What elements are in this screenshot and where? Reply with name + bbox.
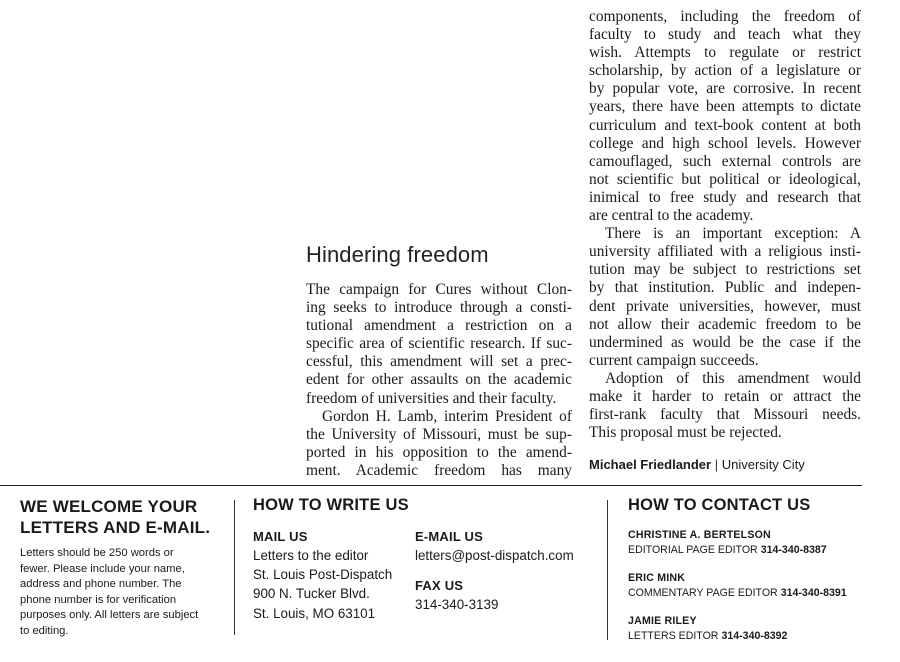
letter-line: inimical to free study and research that <box>589 188 861 206</box>
letter-line: by popular vote, are corrosive. In recent <box>589 80 861 98</box>
write-us-heading: HOW TO WRITE US <box>253 496 409 514</box>
contact-role: LETTERS EDITOR <box>628 630 719 642</box>
contact-person <box>628 571 878 601</box>
guideline-line: Letters should be 250 words or <box>20 547 174 559</box>
letter-line: scholarship, by action of a legislature or <box>589 62 861 80</box>
letter-line: The campaign for Cures without Clon- <box>306 281 572 298</box>
letter-body-part-1 <box>306 281 572 480</box>
contact-phone: 314-340-8392 <box>721 630 788 642</box>
mailing-address <box>253 546 413 623</box>
letter-line: ported in his opposition to the amend- <box>306 443 572 461</box>
column-divider-2 <box>607 500 608 640</box>
contact-name: ERIC MINK <box>628 572 686 584</box>
letter-line: specific area of scientific research. If suc- <box>306 335 572 353</box>
welcome-guidelines <box>20 546 220 640</box>
letter-body-part-2 <box>589 8 861 442</box>
contact-phone: 314-340-8391 <box>780 587 847 599</box>
letter-column-1 <box>306 242 572 480</box>
letter-line: Gordon H. Lamb, interim President of <box>322 407 572 425</box>
contact-phone: 314-340-8387 <box>760 544 827 556</box>
author-name: Michael Friedlander <box>589 457 712 472</box>
letter-line: dent private universities, however, must <box>589 297 861 315</box>
letter-line: by that institution. Public and indepen- <box>589 279 861 297</box>
mail-us-section <box>253 529 413 623</box>
fax-us-section <box>415 578 600 614</box>
letter-line: cessful, this amendment will set a prec- <box>306 353 572 371</box>
welcome-heading <box>20 496 220 538</box>
letter-line: There is an important exception: A <box>605 225 861 243</box>
email-us-label: E-MAIL US <box>415 529 484 544</box>
welcome-heading-line-1: WE WELCOME YOUR <box>20 497 198 516</box>
letter-headline: Hindering freedom <box>306 242 489 267</box>
address-line: St. Louis Post-Dispatch <box>253 567 393 583</box>
contact-us-heading: HOW TO CONTACT US <box>628 496 811 514</box>
letter-line: university affiliated with a religious insti- <box>589 243 861 261</box>
letter-line: years, there have been attempts to dictate <box>589 98 861 116</box>
letter-line: tutional amendment a restriction on a <box>306 317 572 335</box>
letter-line: This proposal must be rejected. <box>589 424 782 442</box>
letter-line: components, including the freedom of <box>589 8 861 25</box>
section-divider <box>0 485 862 486</box>
contact-role: EDITORIAL PAGE EDITOR <box>628 544 758 556</box>
letter-line: the University of Missouri, must be sup- <box>306 425 572 443</box>
contact-person <box>628 528 878 558</box>
guideline-line: to editing. <box>20 624 69 637</box>
column-divider-1 <box>234 500 235 635</box>
fax-us-label: FAX US <box>415 578 464 593</box>
letter-line: ment. Academic freedom has many <box>306 461 572 479</box>
contact-us-box <box>628 496 878 657</box>
letter-line: wish. Attempts to regulate or restrict <box>589 44 861 62</box>
letter-line: are central to the academy. <box>589 207 754 225</box>
letter-line: camouflaged, such external controls are <box>589 152 861 170</box>
letter-column-2 <box>589 8 861 442</box>
contact-person <box>628 614 878 644</box>
address-line: St. Louis, MO 63101 <box>253 605 376 621</box>
guideline-line: fewer. Please include your name, <box>20 562 185 575</box>
write-us-box <box>253 496 598 621</box>
mail-us-label: MAIL US <box>253 529 308 544</box>
guideline-line: phone number is for verification <box>20 593 177 606</box>
contact-name: CHRISTINE A. BERTELSON <box>628 529 771 541</box>
email-us-section <box>415 529 600 565</box>
welcome-heading-line-2: LETTERS AND E-MAIL. <box>20 518 211 537</box>
letter-line: current campaign succeeds. <box>589 351 759 369</box>
guideline-line: purposes only. All letters are subject <box>20 609 199 622</box>
letter-line: not scientific but political or ideological, <box>589 170 861 188</box>
letter-line: Adoption of this amendment would <box>605 369 861 387</box>
letter-line: college and high school levels. However <box>589 134 861 152</box>
letter-line: tution may be subject to restrictions set <box>589 261 861 279</box>
letter-signature <box>589 457 805 472</box>
contact-role: COMMENTARY PAGE EDITOR <box>628 587 778 599</box>
letter-line: edent for other assaults on the academic <box>306 371 572 389</box>
fax-number: 314-340-3139 <box>415 597 499 612</box>
address-line: 900 N. Tucker Blvd. <box>253 586 370 602</box>
letter-line: curriculum and text-book content at both <box>589 116 861 134</box>
guideline-line: address and phone number. The <box>20 578 182 591</box>
letter-line: ing seeks to introduce through a consti- <box>306 299 572 317</box>
letter-line: first-rank faculty that Missouri needs. <box>589 406 861 424</box>
letter-line: faculty to study and teach what they <box>589 26 861 44</box>
email-address: letters@post-dispatch.com <box>415 548 574 563</box>
address-line: Letters to the editor <box>253 548 369 563</box>
signature-separator: | <box>714 457 719 472</box>
letter-line: make it harder to retain or attract the <box>589 387 861 405</box>
letter-line: not allow their academic freedom to be <box>589 315 861 333</box>
welcome-box <box>20 496 220 640</box>
author-location: University City <box>721 457 805 472</box>
letter-line: freedom of universities and their faculty. <box>306 389 557 407</box>
letter-line: undermined as would be the case if the <box>589 333 861 351</box>
contact-name: JAMIE RILEY <box>628 615 697 627</box>
